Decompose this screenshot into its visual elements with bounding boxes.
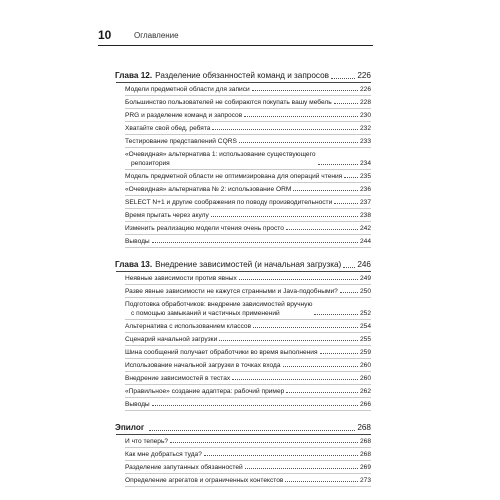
toc-entry-line: Хватайте свой обед, ребята: [125, 125, 211, 132]
toc-entry-line: Выводы: [125, 401, 150, 408]
toc-entry[interactable]: [125, 235, 371, 248]
dot-leader: [283, 366, 358, 367]
toc-entry-page-number: 232: [359, 125, 371, 132]
toc-entry[interactable]: [125, 122, 371, 135]
running-header: [98, 27, 373, 43]
toc-entry[interactable]: [125, 170, 371, 183]
table-of-contents: [116, 69, 371, 487]
toc-entry-title: [125, 211, 209, 220]
dot-leader: [204, 455, 358, 456]
dot-leader: [285, 481, 358, 482]
toc-entry-line: Как мне добраться туда?: [125, 451, 202, 458]
toc-entry-line: «Очевидная» альтернатива № 2: использование ORM: [125, 186, 292, 193]
toc-entry[interactable]: [125, 222, 371, 235]
chapter-number: Эпилог: [115, 423, 145, 432]
toc-entry-continuation: репозитория: [131, 160, 170, 167]
header-divider: [98, 45, 373, 46]
chapter-number: Глава 13.: [115, 260, 153, 269]
section-list: [116, 435, 371, 487]
toc-entry-title: [125, 322, 251, 331]
toc-entry-line: Подготовка обработчиков: внедрение зависимостей вручную: [125, 301, 313, 308]
toc-entry-line: Модели предметной области для записи: [125, 86, 250, 93]
toc-entry-title: [125, 224, 284, 233]
chapter-heading[interactable]: [115, 69, 371, 82]
toc-entry-line: Определение агрегатов и ограниченных контекстов: [125, 477, 284, 484]
toc-entry-title: [125, 463, 243, 472]
toc-entry-title: [125, 98, 332, 107]
dot-leader: [149, 430, 355, 431]
toc-entry-title: [125, 361, 281, 370]
toc-entry-page-number: 234: [359, 160, 371, 167]
dot-leader: [252, 90, 358, 91]
toc-entry-line: Большинство пользователей не собираются покупать вашу мебель: [125, 99, 332, 106]
toc-entry[interactable]: [125, 461, 371, 474]
dot-leader: [219, 340, 358, 341]
toc-entry-page-number: 266: [359, 401, 371, 408]
dot-leader: [334, 103, 358, 104]
toc-entry-title: [125, 198, 332, 207]
toc-entry-line: Разделение запутанных обязанностей: [125, 464, 243, 471]
toc-entry-page-number: 260: [359, 375, 371, 382]
dot-leader: [211, 216, 358, 217]
toc-entry-title: [125, 274, 237, 283]
chapter-heading[interactable]: [115, 421, 371, 434]
dot-leader: [244, 116, 358, 117]
toc-entry[interactable]: [125, 96, 371, 109]
toc-entry-line: SELECT N+1 и другие соображения по поводу производительности: [125, 199, 333, 206]
toc-entry-page-number: 252: [359, 310, 371, 317]
toc-entry-page-number: 250: [359, 288, 371, 295]
dot-leader: [286, 392, 358, 393]
dot-leader: [331, 78, 355, 79]
toc-entry[interactable]: [125, 148, 371, 170]
toc-entry-line: «Очевидная» альтернатива 1: использование существующего: [125, 151, 316, 158]
dot-leader: [314, 314, 358, 315]
toc-entry[interactable]: [125, 209, 371, 222]
toc-entry-page-number: 233: [359, 138, 371, 145]
toc-entry-line: Выводы: [125, 238, 150, 245]
chapter-title: Разделение обязанностей команд и запросов: [155, 71, 329, 80]
toc-entry-line: PRG и разделение команд и запросов: [125, 112, 243, 119]
toc-entry-title: [125, 335, 217, 344]
toc-entry-title: [125, 348, 318, 357]
toc-entry[interactable]: [125, 83, 371, 96]
section-list: [116, 83, 371, 248]
toc-entry-title: [125, 437, 168, 446]
dot-leader: [170, 442, 358, 443]
dot-leader: [343, 267, 355, 268]
toc-entry-title: [125, 237, 150, 246]
toc-entry-line: Внедрение зависимостей в тестах: [125, 375, 231, 382]
toc-entry[interactable]: [125, 272, 371, 285]
toc-entry-title: [125, 111, 242, 120]
toc-entry-page-number: 268: [359, 451, 371, 458]
toc-entry[interactable]: [125, 372, 371, 385]
chapter-spacer: [116, 248, 371, 258]
dot-leader: [253, 327, 358, 328]
toc-entry[interactable]: [125, 196, 371, 209]
toc-entry-page-number: 249: [359, 275, 371, 282]
toc-entry-line: Неявные зависимости против явных: [125, 275, 237, 282]
toc-entry-line: Изменить реализацию модели чтения очень просто: [125, 225, 284, 232]
toc-entry[interactable]: [125, 346, 371, 359]
toc-entry-line: Разве явные зависимости не кажутся странными и Java-подобными?: [125, 288, 338, 295]
toc-entry[interactable]: [125, 398, 371, 411]
toc-entry-page-number: 260: [359, 362, 371, 369]
dot-leader: [152, 242, 358, 243]
toc-entry-title: [125, 300, 312, 318]
dot-leader: [340, 292, 358, 293]
dot-leader: [318, 164, 358, 165]
dot-leader: [232, 379, 358, 380]
toc-entry-page-number: 244: [359, 238, 371, 245]
toc-entry-line: Шина сообщений получает обработчики во время выполнения: [125, 349, 318, 356]
toc-entry-continuation: с помощью замыканий и частичных применений: [131, 310, 280, 317]
section-list: [116, 272, 371, 411]
toc-entry[interactable]: [125, 333, 371, 346]
toc-entry-line: Модель предметной области не оптимизирована для операций чтения: [125, 173, 343, 180]
toc-entry-page-number: 242: [359, 225, 371, 232]
dot-leader: [212, 129, 358, 130]
toc-entry[interactable]: [125, 135, 371, 148]
toc-entry-page-number: 238: [359, 212, 371, 219]
toc-entry-title: [125, 172, 342, 181]
dot-leader: [286, 229, 358, 230]
toc-entry[interactable]: [125, 385, 371, 398]
toc-entry[interactable]: [125, 298, 371, 320]
toc-entry-title: [125, 387, 284, 396]
toc-entry-page-number: 226: [359, 86, 371, 93]
toc-entry-page-number: 237: [359, 199, 371, 206]
chapter-heading[interactable]: [115, 258, 371, 271]
toc-entry-title: [125, 476, 283, 485]
toc-entry-page-number: 269: [359, 464, 371, 471]
toc-entry[interactable]: [125, 183, 371, 196]
dot-leader: [334, 203, 358, 204]
toc-entry-page-number: 236: [359, 186, 371, 193]
toc-entry-title: [125, 185, 291, 194]
dot-leader: [344, 177, 358, 178]
toc-entry-title: [125, 124, 210, 133]
toc-entry-page-number: 273: [359, 477, 371, 484]
toc-entry-page-number: 235: [359, 173, 371, 180]
toc-entry-title: [125, 137, 237, 146]
toc-entry[interactable]: [125, 474, 371, 487]
toc-entry-title: [125, 450, 202, 459]
toc-entry-page-number: 268: [359, 438, 371, 445]
toc-entry[interactable]: [125, 285, 371, 298]
page-number: 10: [98, 28, 112, 42]
chapter-page-number: 226: [357, 71, 371, 80]
chapter-spacer: [116, 411, 371, 421]
toc-entry-line: Время прыгать через акулу: [125, 212, 209, 219]
toc-entry-title: [125, 150, 316, 168]
toc-entry-page-number: 259: [359, 349, 371, 356]
dot-leader: [239, 142, 358, 143]
toc-entry[interactable]: [125, 109, 371, 122]
toc-entry-line: Использование начальной загрузки в точках входа: [125, 362, 281, 369]
toc-entry-line: Сценарий начальной загрузки: [125, 336, 218, 343]
toc-entry-title: [125, 85, 250, 94]
toc-entry-title: [125, 400, 150, 409]
toc-entry-title: [125, 374, 230, 383]
dot-leader: [245, 468, 358, 469]
chapter-page-number: 246: [357, 260, 371, 269]
chapter-page-number: 268: [357, 423, 371, 432]
toc-entry-page-number: 228: [359, 99, 371, 106]
toc-entry-title: [125, 287, 338, 296]
chapter-title: Внедрение зависимостей (и начальная загрузка): [155, 260, 342, 269]
toc-entry[interactable]: [125, 435, 371, 448]
chapter-number: Глава 12.: [115, 71, 153, 80]
toc-entry-line: Альтернатива с использованием классов: [125, 323, 252, 330]
dot-leader: [320, 353, 358, 354]
toc-entry-page-number: 254: [359, 323, 371, 330]
toc-entry-line: И что теперь?: [125, 438, 169, 445]
toc-entry-page-number: 230: [359, 112, 371, 119]
toc-entry[interactable]: [125, 448, 371, 461]
dot-leader: [293, 190, 358, 191]
toc-entry-page-number: 262: [359, 388, 371, 395]
toc-entry-line: «Правильное» создание адаптера: рабочий пример: [125, 388, 285, 395]
toc-entry[interactable]: [125, 359, 371, 372]
dot-leader: [152, 405, 358, 406]
toc-entry-page-number: 255: [359, 336, 371, 343]
toc-entry[interactable]: [125, 320, 371, 333]
toc-entry-line: Тестирование представлений CQRS: [125, 138, 237, 145]
running-header-title: Оглавление: [134, 31, 179, 40]
dot-leader: [239, 279, 358, 280]
